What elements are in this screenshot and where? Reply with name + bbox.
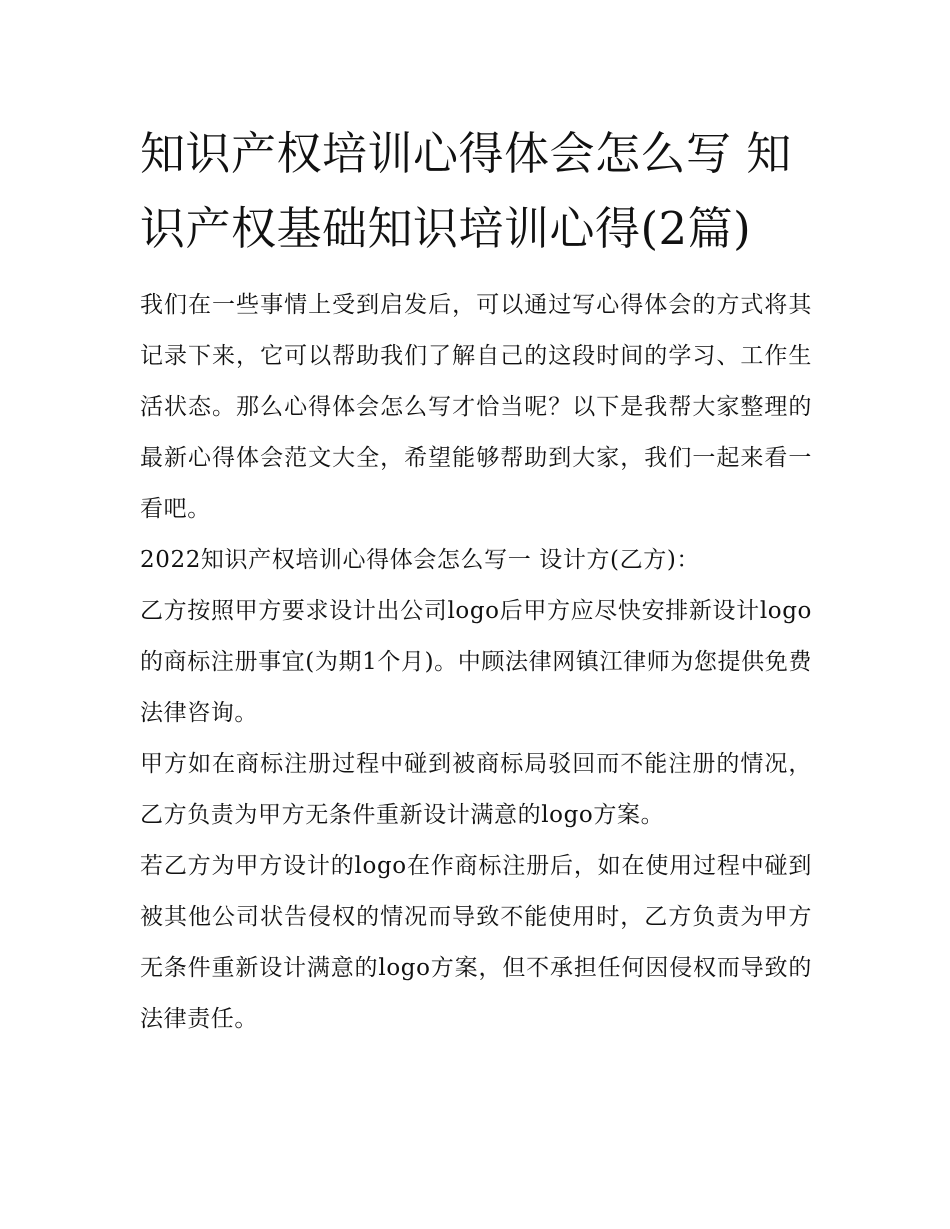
- paragraph-infringement: 若乙方为甲方设计的logo在作商标注册后，如在使用过程中碰到被其他公司状告侵权的情况而导致不能使用时，乙方负责为甲方无条件重新设计满意的logo方案，但不承担任何因侵权而导致的法律责任。: [140, 853, 812, 1032]
- paragraph-logo-registration: 乙方按照甲方要求设计出公司logo后甲方应尽快安排新设计logo的商标注册事宜(为期1个月)。中顾法律网镇江律师为您提供免费法律咨询。: [140, 598, 812, 726]
- paragraph-intro: 我们在一些事情上受到启发后，可以通过写心得体会的方式将其记录下来，它可以帮助我们了解自己的这段时间的学习、工作生活状态。那么心得体会怎么写才恰当呢？以下是我帮大家整理的最新心得体会范文大全，希望能够帮助到大家，我们一起来看一看吧。: [140, 292, 812, 522]
- paragraph-section-heading: 2022知识产权培训心得体会怎么写一 设计方(乙方)：: [140, 547, 700, 573]
- document-body: [140, 116, 812, 1045]
- paragraph-registration-rejected: 甲方如在商标注册过程中碰到被商标局驳回而不能注册的情况，乙方负责为甲方无条件重新设计满意的logo方案。: [140, 751, 812, 828]
- document-title: 知识产权培训心得体会怎么写 知识产权基础知识培训心得(2篇): [140, 127, 792, 255]
